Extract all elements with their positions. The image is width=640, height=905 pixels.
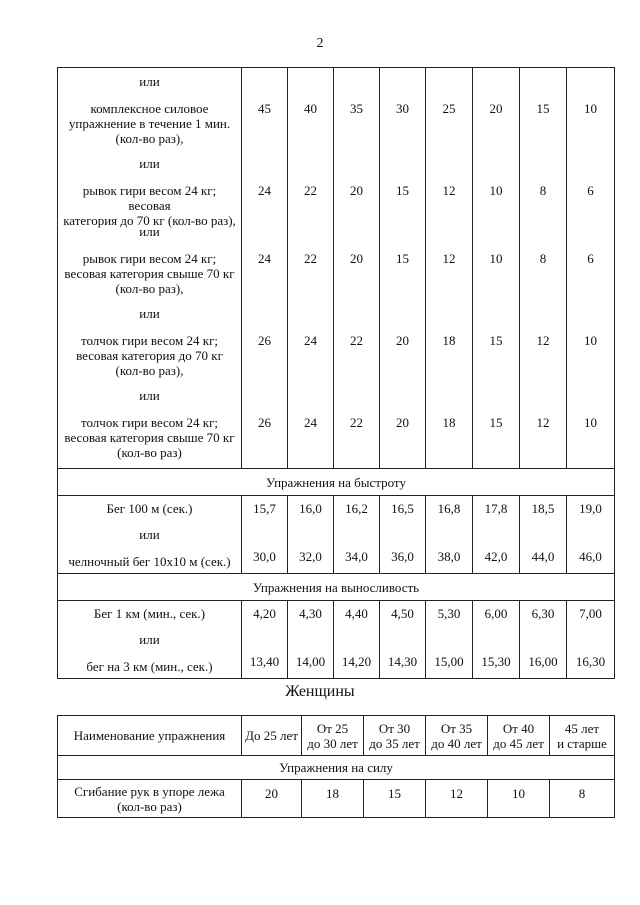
strength-exercise-block: [62, 150, 237, 228]
value-cell: 4,50 14,30: [380, 601, 426, 679]
value: 24: [258, 251, 271, 266]
strength-section-title: Упражнения на силу: [58, 756, 615, 780]
exercise-name: Бег 1 км (мин., сек.): [93, 606, 206, 621]
value: 24: [258, 183, 271, 198]
value-cell: [380, 68, 426, 469]
value: 12: [536, 333, 550, 348]
value: 12: [442, 183, 456, 198]
value: 6: [587, 183, 594, 198]
value-cell: [426, 68, 473, 469]
men-standards-table: [57, 67, 615, 679]
exercise-name-line: категория до 70 кг (кол-во раз),: [63, 213, 236, 228]
exercise-name-line: весовая категория до 70 кг: [76, 348, 223, 363]
value-cell: 17,8 42,0: [473, 496, 520, 574]
exercise-name: бег на 3 км (мин., сек.): [86, 659, 213, 674]
exercise-name-line: (кол-во раз),: [115, 363, 184, 378]
value: 12: [442, 251, 456, 266]
exercise-name-line: (кол-во раз),: [115, 281, 184, 296]
column-header-age: 45 лет и старше: [550, 716, 615, 756]
or-label: или: [139, 224, 160, 239]
speed-exercise-cell: [58, 496, 242, 574]
value-cell: 18: [302, 780, 364, 818]
value: 26: [258, 415, 271, 430]
value-cell: 12: [426, 780, 488, 818]
value: 18: [442, 333, 456, 348]
value-cell: 4,20 13,40: [242, 601, 288, 679]
value: 6: [587, 251, 594, 266]
column-header-exercise: Наименование упражнения: [58, 716, 242, 756]
exercise-name-line: (кол-во раз): [117, 445, 182, 460]
column-header-age: От 40 до 45 лет: [488, 716, 550, 756]
strength-rows: [58, 68, 615, 469]
value-cell: 4,40 14,20: [334, 601, 380, 679]
value-cell: 16,2 34,0: [334, 496, 380, 574]
value-cell: 20: [242, 780, 302, 818]
value: 22: [304, 251, 317, 266]
value: 22: [304, 183, 317, 198]
page-number: 2: [316, 36, 324, 51]
value-cell: 15: [364, 780, 426, 818]
endurance-exercise-cell: [58, 601, 242, 679]
value: 8: [539, 251, 547, 266]
strength-exercise-block: [62, 218, 237, 300]
value: 45: [258, 101, 271, 116]
value-cell: 18,5 44,0: [520, 496, 567, 574]
value: 10: [489, 251, 503, 266]
value-cell: 8: [550, 780, 615, 818]
value: 12: [536, 415, 550, 430]
strength-exercise-block: [62, 382, 237, 462]
value: 22: [350, 415, 363, 430]
value: 25: [442, 101, 456, 116]
exercise-name-line: рывок гири весом 24 кг; весовая: [82, 183, 217, 213]
column-header-age: От 25 до 30 лет: [302, 716, 364, 756]
column-header-age: От 30 до 35 лет: [364, 716, 426, 756]
value-cell: 5,30 15,00: [426, 601, 473, 679]
value: 26: [258, 333, 271, 348]
value: 15: [489, 415, 503, 430]
exercise-name-line: толчок гири весом 24 кг;: [80, 415, 219, 430]
strength-exercise-block: [62, 68, 237, 150]
or-label: или: [139, 306, 160, 321]
value-cell: 7,00 16,30: [567, 601, 615, 679]
value-cell: [242, 68, 288, 469]
speed-section-title: Упражнения на быстроту: [58, 469, 615, 496]
exercise-name-line: упражнение в течение 1 мин.: [68, 116, 231, 131]
women-heading: Женщины: [285, 683, 355, 700]
or-label: или: [139, 527, 160, 542]
value-cell: 15,7 30,0: [242, 496, 288, 574]
exercise-name: челночный бег 10х10 м (сек.): [68, 554, 231, 569]
value-cell: [473, 68, 520, 469]
value: 20: [396, 333, 409, 348]
value: 15: [489, 333, 503, 348]
value: 20: [396, 415, 409, 430]
value-cell: 16,8 38,0: [426, 496, 473, 574]
value-cell: 19,0 46,0: [567, 496, 615, 574]
exercise-name: Бег 100 м (сек.): [106, 501, 193, 516]
or-label: или: [139, 156, 160, 171]
endurance-section-title: Упражнения на выносливость: [58, 574, 615, 601]
strength-block: [58, 68, 615, 469]
exercise-name-line: весовая категория свыше 70 кг: [64, 430, 235, 445]
women-standards-table: [57, 715, 615, 818]
value-cell: 16,5 36,0: [380, 496, 426, 574]
value: 10: [584, 333, 597, 348]
value-cell: 6,30 16,00: [520, 601, 567, 679]
value-cell: 10: [488, 780, 550, 818]
value: 10: [584, 101, 597, 116]
exercise-name-line: (кол-во раз),: [115, 131, 184, 146]
column-header-age: От 35 до 40 лет: [426, 716, 488, 756]
value-cell: 4,30 14,00: [288, 601, 334, 679]
or-label: или: [139, 74, 160, 89]
exercise-name-line: толчок гири весом 24 кг;: [80, 333, 219, 348]
value: 40: [304, 101, 317, 116]
value: 15: [536, 101, 550, 116]
value: 22: [350, 333, 363, 348]
value: 35: [350, 101, 363, 116]
value-cell: [567, 68, 615, 469]
exercise-name-line: весовая категория свыше 70 кг: [64, 266, 235, 281]
value: 8: [539, 183, 547, 198]
value-cell: [520, 68, 567, 469]
value: 10: [584, 415, 597, 430]
value: 15: [396, 183, 409, 198]
value: 20: [350, 183, 363, 198]
strength-exercise-cell: [58, 68, 242, 469]
value-cell: [334, 68, 380, 469]
value: 30: [396, 101, 409, 116]
value: 18: [442, 415, 456, 430]
exercise-name-line: комплексное силовое: [90, 101, 209, 116]
value: 15: [396, 251, 409, 266]
value: 24: [304, 333, 317, 348]
value: 10: [489, 183, 503, 198]
column-header-age: До 25 лет: [242, 716, 302, 756]
or-label: или: [139, 388, 160, 403]
value-cell: [288, 68, 334, 469]
exercise-name-line: рывок гири весом 24 кг;: [82, 251, 217, 266]
strength-exercise-block: [62, 300, 237, 382]
value: 24: [304, 415, 317, 430]
value-cell: 16,0 32,0: [288, 496, 334, 574]
value: 20: [489, 101, 503, 116]
exercise-name: Сгибание рук в упоре лежа (кол-во раз): [58, 780, 242, 818]
value-cell: 6,00 15,30: [473, 601, 520, 679]
or-label: или: [139, 632, 160, 647]
value: 20: [350, 251, 363, 266]
